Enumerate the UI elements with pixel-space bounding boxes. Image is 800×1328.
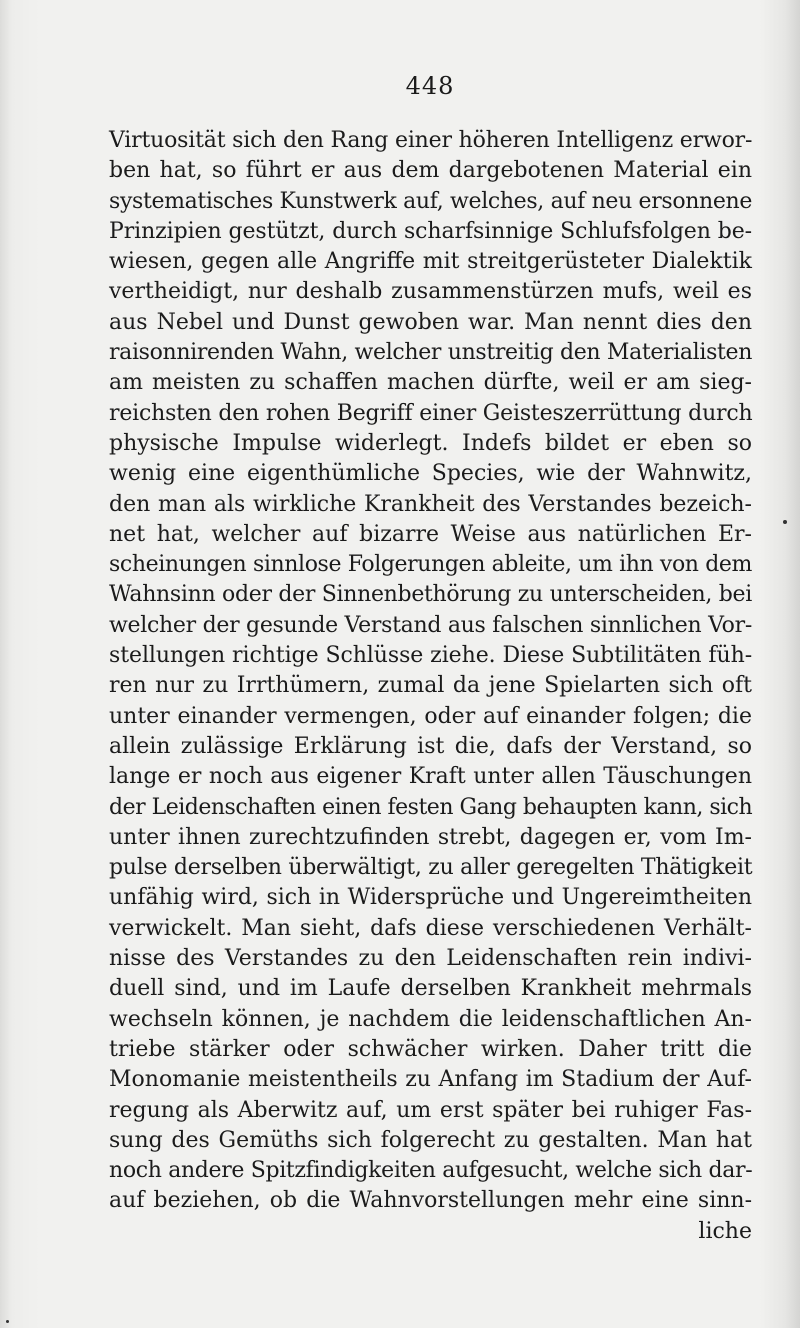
text-line: verwickelt. Man sieht, dafs diese verschiedenen Verhält- bbox=[109, 915, 752, 941]
text-line: ben hat, so führt er aus dem dargebotenen Material ein bbox=[109, 158, 752, 184]
text-line: sung des Gemüths sich folgerecht zu gestalten. Man hat bbox=[109, 1127, 752, 1153]
text-line: unfähig wird, sich in Widersprüche und Ungereimtheiten bbox=[109, 885, 752, 911]
text-line: regung als Aberwitz auf, um erst später bei ruhiger Fas- bbox=[109, 1097, 752, 1123]
text-line: ren nur zu Irrthümern, zumal da jene Spielarten sich oft bbox=[109, 673, 752, 699]
ink-speck bbox=[783, 520, 787, 524]
text-line: lange er noch aus eigener Kraft unter allen Täuschungen bbox=[109, 764, 752, 790]
text-line: noch andere Spitzfindigkeiten aufgesucht, welche sich dar- bbox=[109, 1158, 753, 1184]
text-line: Prinzipien gestützt, durch scharfsinnige Schlufsfolgen be- bbox=[109, 218, 752, 244]
text-line: wiesen, gegen alle Angriffe mit streitgerüsteter Dialektik bbox=[109, 249, 752, 275]
text-line: reichsten den rohen Begriff einer Geisteszerrüttung durch bbox=[109, 400, 753, 426]
ink-speck bbox=[6, 1320, 9, 1323]
body-text bbox=[109, 126, 752, 1247]
text-line: nisse des Verstandes zu den Leidenschaften rein indivi- bbox=[109, 946, 752, 972]
text-line: Virtuosität sich den Rang einer höheren Intelligenz erwor- bbox=[109, 128, 753, 153]
catchword: liche bbox=[698, 1218, 752, 1244]
text-line: unter ihnen zurechtzufinden strebt, dagegen er, vom Im- bbox=[109, 824, 752, 850]
page-number: 448 bbox=[405, 72, 455, 100]
text-line: welcher der gesunde Verstand aus falschen sinnlichen Vor- bbox=[109, 612, 753, 638]
text-line: scheinungen sinnlose Folgerungen ableite, um ihn von dem bbox=[109, 552, 752, 578]
text-line: pulse derselben überwältigt, zu aller geregelten Thätigkeit bbox=[109, 855, 753, 881]
text-line: der Leidenschaften einen festen Gang behaupten kann, sich bbox=[109, 794, 753, 820]
text-line: physische Impulse widerlegt. Indefs bildet er eben so bbox=[109, 430, 752, 456]
text-line: systematisches Kunstwerk auf, welches, auf neu ersonnene bbox=[109, 188, 753, 214]
text-line: unter einander vermengen, oder auf einander folgen; die bbox=[109, 703, 752, 729]
text-line: am meisten zu schaffen machen dürfte, weil er am sieg- bbox=[109, 370, 752, 396]
text-line: raisonnirenden Wahn, welcher unstreitig den Materialisten bbox=[109, 340, 753, 366]
text-line: vertheidigt, nur deshalb zusammenstürzen mufs, weil es bbox=[109, 279, 752, 305]
text-line: auf beziehen, ob die Wahnvorstellungen mehr eine sinn- bbox=[109, 1188, 752, 1214]
text-line: aus Nebel und Dunst gewoben war. Man nennt dies den bbox=[109, 309, 752, 335]
text-line: den man als wirkliche Krankheit des Verstandes bezeich- bbox=[109, 491, 752, 517]
text-line: Wahnsinn oder der Sinnenbethörung zu unterscheiden, bei bbox=[109, 582, 752, 608]
text-line: duell sind, und im Laufe derselben Krankheit mehrmals bbox=[109, 976, 752, 1002]
text-line: Monomanie meistentheils zu Anfang im Stadium der Auf- bbox=[109, 1067, 752, 1093]
text-line: triebe stärker oder schwächer wirken. Daher tritt die bbox=[109, 1036, 752, 1062]
text-line: wenig eine eigenthümliche Species, wie der Wahnwitz, bbox=[109, 461, 752, 487]
text-line: wechseln können, je nachdem die leidenschaftlichen An- bbox=[109, 1006, 752, 1032]
text-line: allein zulässige Erklärung ist die, dafs der Verstand, so bbox=[109, 733, 752, 759]
text-line: stellungen richtige Schlüsse ziehe. Diese Subtilitäten füh- bbox=[109, 643, 753, 669]
text-line: net hat, welcher auf bizarre Weise aus natürlichen Er- bbox=[109, 521, 752, 547]
